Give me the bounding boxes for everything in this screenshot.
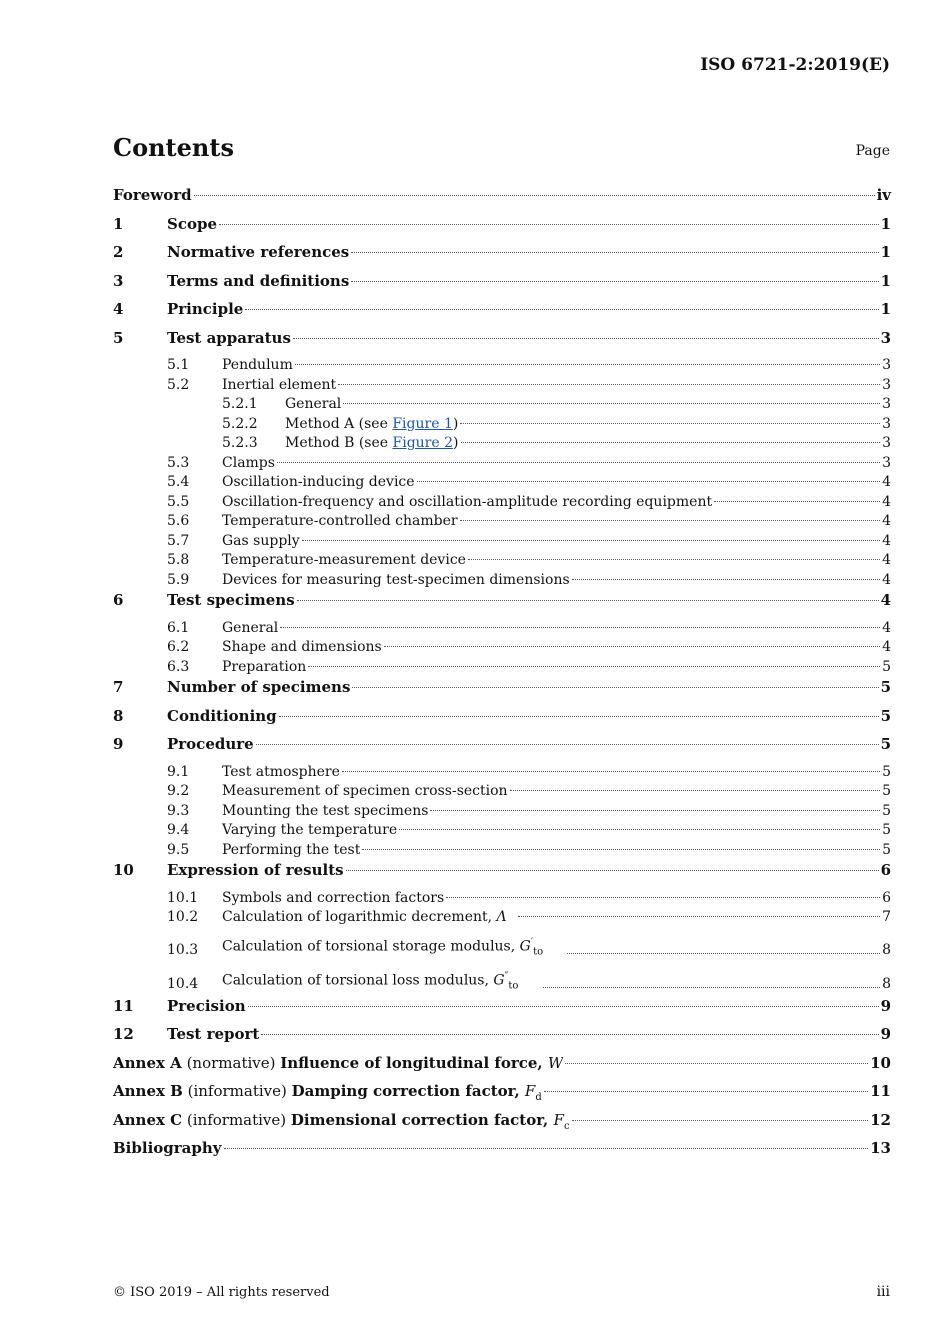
leader-dots [567,953,880,954]
toc-page: 5 [882,783,891,799]
toc-page: 5 [882,658,891,675]
toc-number: 6.2 [167,639,190,655]
toc-number: 10.2 [167,909,199,925]
toc-entry-principle[interactable] [113,300,891,329]
toc-entry-inertial-general[interactable] [113,396,891,416]
leader-dots [295,364,880,365]
toc-entry-recording-equipment[interactable] [113,494,891,514]
toc-title: Performing the test [222,841,361,858]
toc-title: Oscillation-inducing device [222,474,415,490]
toc-page: 4 [882,571,891,588]
figure-2-link[interactable]: Figure 2 [392,435,454,451]
toc-page: 4 [882,493,891,510]
toc-title: Bibliography [113,1139,222,1157]
toc-title: Inertial element [222,376,337,393]
toc-page: 11 [870,1082,891,1100]
toc-page: 3 [882,415,891,432]
leader-dots [572,1120,869,1121]
toc-page: 4 [882,619,891,636]
toc-title: Scope [167,214,218,233]
leader-dots [279,716,879,717]
toc-title: Pendulum [222,357,293,373]
leader-dots [460,423,880,424]
toc-page: 5 [882,763,891,780]
toc-number: 5.2.2 [222,415,258,432]
toc-title: Measurement of specimen cross-section [222,783,508,799]
toc-entry-foreword[interactable] [113,186,891,215]
toc-title: Gas supply [222,532,300,549]
toc-number: 5.8 [167,552,190,568]
toc-title: Devices for measuring test-specimen dimensions [222,571,570,588]
toc-page: 5 [880,678,891,696]
leader-dots [430,810,880,811]
toc-entry-scope[interactable] [113,215,891,244]
toc-page: 10 [870,1053,891,1072]
toc-title: Terms and definitions [167,271,350,290]
toc-page: 9 [880,1025,891,1043]
toc-number: 9.3 [167,802,190,819]
toc-page: 4 [882,474,891,490]
toc-entry-procedure[interactable] [113,735,891,764]
toc-number: 10.4 [167,975,199,992]
toc-number: 3 [113,271,124,290]
leader-dots [338,384,880,385]
toc-title: Clamps [222,454,275,471]
toc-number: 6 [113,591,124,609]
leader-dots [248,1006,879,1007]
toc-title: Number of specimens [167,678,351,696]
toc-number: 2 [113,243,124,261]
toc-title: Temperature-controlled chamber [222,513,458,529]
toc-title: Procedure [167,735,254,753]
leader-dots [351,281,878,282]
toc-page: 12 [870,1110,891,1129]
toc-entry-loss-modulus[interactable] [113,963,891,997]
toc-entry-normative-references[interactable] [113,243,891,272]
toc-number: 11 [113,996,134,1015]
toc-entry-method-a[interactable] [113,416,891,436]
toc-page: 9 [880,996,891,1015]
toc-entry-specimens-general[interactable] [113,620,891,640]
toc-title: Expression of results [167,861,344,879]
toc-title: General [285,396,342,412]
toc-entry-annex-b[interactable] [113,1082,891,1111]
toc-page: 4 [882,552,891,568]
toc-number: 6.1 [167,619,190,636]
toc-title: Calculation of torsional loss modulus, $G''_{to}$ [222,971,519,992]
toc-entry-shape-dimensions[interactable] [113,639,891,659]
leader-dots [261,1034,878,1035]
toc-title: Varying the temperature [222,822,398,838]
toc-page: 5 [880,706,891,725]
leader-dots [417,481,881,482]
toc-page: 3 [882,396,891,412]
toc-number: 9 [113,735,124,753]
toc-number: 10.1 [167,889,199,906]
toc-title: Test report [167,1025,260,1043]
toc-title: Conditioning [167,706,277,725]
leader-dots [302,540,880,541]
toc-title: Annex A (normative) Influence of longitudinal force, W [113,1053,564,1072]
toc-entry-temperature-device[interactable] [113,552,891,572]
toc-number: 8 [113,706,124,725]
leader-dots [510,790,881,791]
leader-dots [543,987,880,988]
leader-dots [460,520,881,521]
toc-page: 3 [882,357,891,373]
toc-entry-temperature-chamber[interactable] [113,513,891,533]
leader-dots [194,195,875,196]
toc-number: 1 [113,214,124,233]
toc-entry-precision[interactable] [113,997,891,1026]
toc-number: 5.1 [167,357,190,373]
toc-number: 9.1 [167,763,190,780]
toc-entry-test-apparatus[interactable] [113,329,891,358]
toc-number: 5.5 [167,493,190,510]
toc-page: 1 [880,271,891,290]
toc-page: 13 [870,1139,891,1157]
leader-dots [544,1091,868,1092]
toc-entry-expression-of-results[interactable] [113,861,891,890]
toc-title: Oscillation-frequency and oscillation-amplitude recording equipment [222,493,713,510]
toc-page: 5 [882,802,891,819]
toc-title: Mounting the test specimens [222,802,429,819]
leader-dots [362,849,880,850]
toc-entry-preparation[interactable] [113,659,891,679]
toc-page: 4 [880,591,891,609]
toc-page: 7 [882,909,891,925]
leader-dots [461,442,881,443]
toc-entry-annex-c[interactable] [113,1111,891,1140]
leader-dots [518,916,881,917]
toc-title: Test apparatus [167,328,291,347]
toc-number: 5.2 [167,376,190,393]
toc-page: 3 [882,454,891,471]
leader-dots [293,338,879,339]
toc-title: Shape and dimensions [222,639,382,655]
toc-entry-terms-definitions[interactable] [113,272,891,301]
toc-title: Principle [167,300,244,318]
toc-page: 1 [880,300,891,318]
toc-number: 5.2.3 [222,435,258,451]
toc-title: Foreword [113,186,192,204]
leader-dots [346,870,879,871]
toc-entry-conditioning[interactable] [113,707,891,736]
toc-title: Symbols and correction factors [222,889,445,906]
toc-entry-number-of-specimens[interactable] [113,678,891,707]
toc-number: 5.3 [167,454,190,471]
leader-dots [565,1063,868,1064]
toc-page: 3 [882,376,891,393]
toc-page: 3 [882,435,891,451]
toc-entry-storage-modulus[interactable] [113,929,891,963]
toc-entry-log-decrement[interactable] [113,909,891,929]
toc-entry-cross-section[interactable] [113,783,891,803]
leader-dots [224,1148,869,1149]
toc-entry-inertial-element[interactable] [113,377,891,397]
toc-page: 4 [882,513,891,529]
toc-entry-test-specimens[interactable] [113,591,891,620]
toc-entry-oscillation-device[interactable] [113,474,891,494]
leader-dots [468,559,880,560]
table-of-contents [113,186,891,1168]
leader-dots [342,771,880,772]
leader-dots [352,687,878,688]
toc-number: 4 [113,300,124,318]
toc-entry-mounting[interactable] [113,803,891,823]
toc-entry-gas-supply[interactable] [113,533,891,553]
page-number: iii [876,1284,890,1300]
toc-number: 5.7 [167,532,190,549]
toc-entry-performing-test[interactable] [113,842,891,862]
figure-1-link[interactable]: Figure 1 [392,415,453,432]
toc-title: Preparation [222,658,307,675]
toc-number: 9.2 [167,783,190,799]
contents-title: Contents [113,133,234,162]
leader-dots [245,309,878,310]
toc-entry-test-report[interactable] [113,1025,891,1054]
toc-page: 6 [880,861,891,879]
leader-dots [446,897,880,898]
toc-number: 9.5 [167,841,190,858]
toc-page: 8 [882,941,891,958]
toc-title: Method A (see Figure 1) [285,415,459,432]
toc-number: 7 [113,678,124,696]
toc-number: 10.3 [167,941,199,958]
toc-title: General [222,619,279,636]
leader-dots [572,579,880,580]
toc-title: Normative references [167,243,350,261]
toc-page: 8 [882,975,891,992]
leader-dots [343,403,880,404]
toc-page: 4 [882,639,891,655]
toc-number: 5.6 [167,513,190,529]
toc-number: 6.3 [167,658,190,675]
toc-entry-symbols[interactable] [113,890,891,910]
toc-page: 5 [882,822,891,838]
toc-page: 6 [882,889,891,906]
leader-dots [256,744,879,745]
toc-page: 4 [882,532,891,549]
leader-dots [277,462,880,463]
toc-page: 5 [880,735,891,753]
toc-page: 1 [880,243,891,261]
toc-number: 9.4 [167,822,190,838]
toc-title: Method B (see Figure 2) [285,435,459,451]
toc-title: Test atmosphere [222,763,340,780]
toc-number: 5.2.1 [222,396,258,412]
leader-dots [308,666,880,667]
toc-page: 1 [880,214,891,233]
toc-title: Annex C (informative) Dimensional correction factor, $F_c$ [113,1110,570,1132]
page-column-label: Page [855,143,890,159]
toc-page: iv [876,186,891,204]
toc-entry-measuring-devices[interactable] [113,572,891,592]
toc-number: 5.4 [167,474,190,490]
toc-title: Calculation of logarithmic decrement, Λ [222,909,507,925]
leader-dots [219,224,879,225]
toc-title: Test specimens [167,591,295,609]
toc-entry-clamps[interactable] [113,455,891,475]
toc-title: Temperature-measurement device [222,552,466,568]
leader-dots [280,627,880,628]
toc-entry-pendulum[interactable] [113,357,891,377]
toc-entry-test-atmosphere[interactable] [113,764,891,784]
toc-title: Calculation of torsional storage modulus, $G'_{to}$ [222,937,544,958]
toc-entry-method-b[interactable] [113,435,891,455]
leader-dots [384,646,880,647]
leader-dots [351,252,878,253]
toc-number: 5.9 [167,571,190,588]
toc-number: 10 [113,861,134,879]
toc-number: 5 [113,328,124,347]
toc-entry-varying-temperature[interactable] [113,822,891,842]
toc-title: Annex B (informative) Damping correction factor, $F_d$ [113,1082,542,1103]
leader-dots [399,829,880,830]
document-id: ISO 6721-2:2019(E) [700,55,890,75]
toc-title: Precision [167,996,246,1015]
toc-entry-annex-a[interactable] [113,1054,891,1083]
toc-page: 5 [882,841,891,858]
copyright-notice: © ISO 2019 – All rights reserved [113,1285,330,1300]
leader-dots [297,600,879,601]
toc-page: 3 [880,328,891,347]
toc-entry-bibliography[interactable] [113,1139,891,1168]
leader-dots [714,501,880,502]
toc-number: 12 [113,1025,134,1043]
